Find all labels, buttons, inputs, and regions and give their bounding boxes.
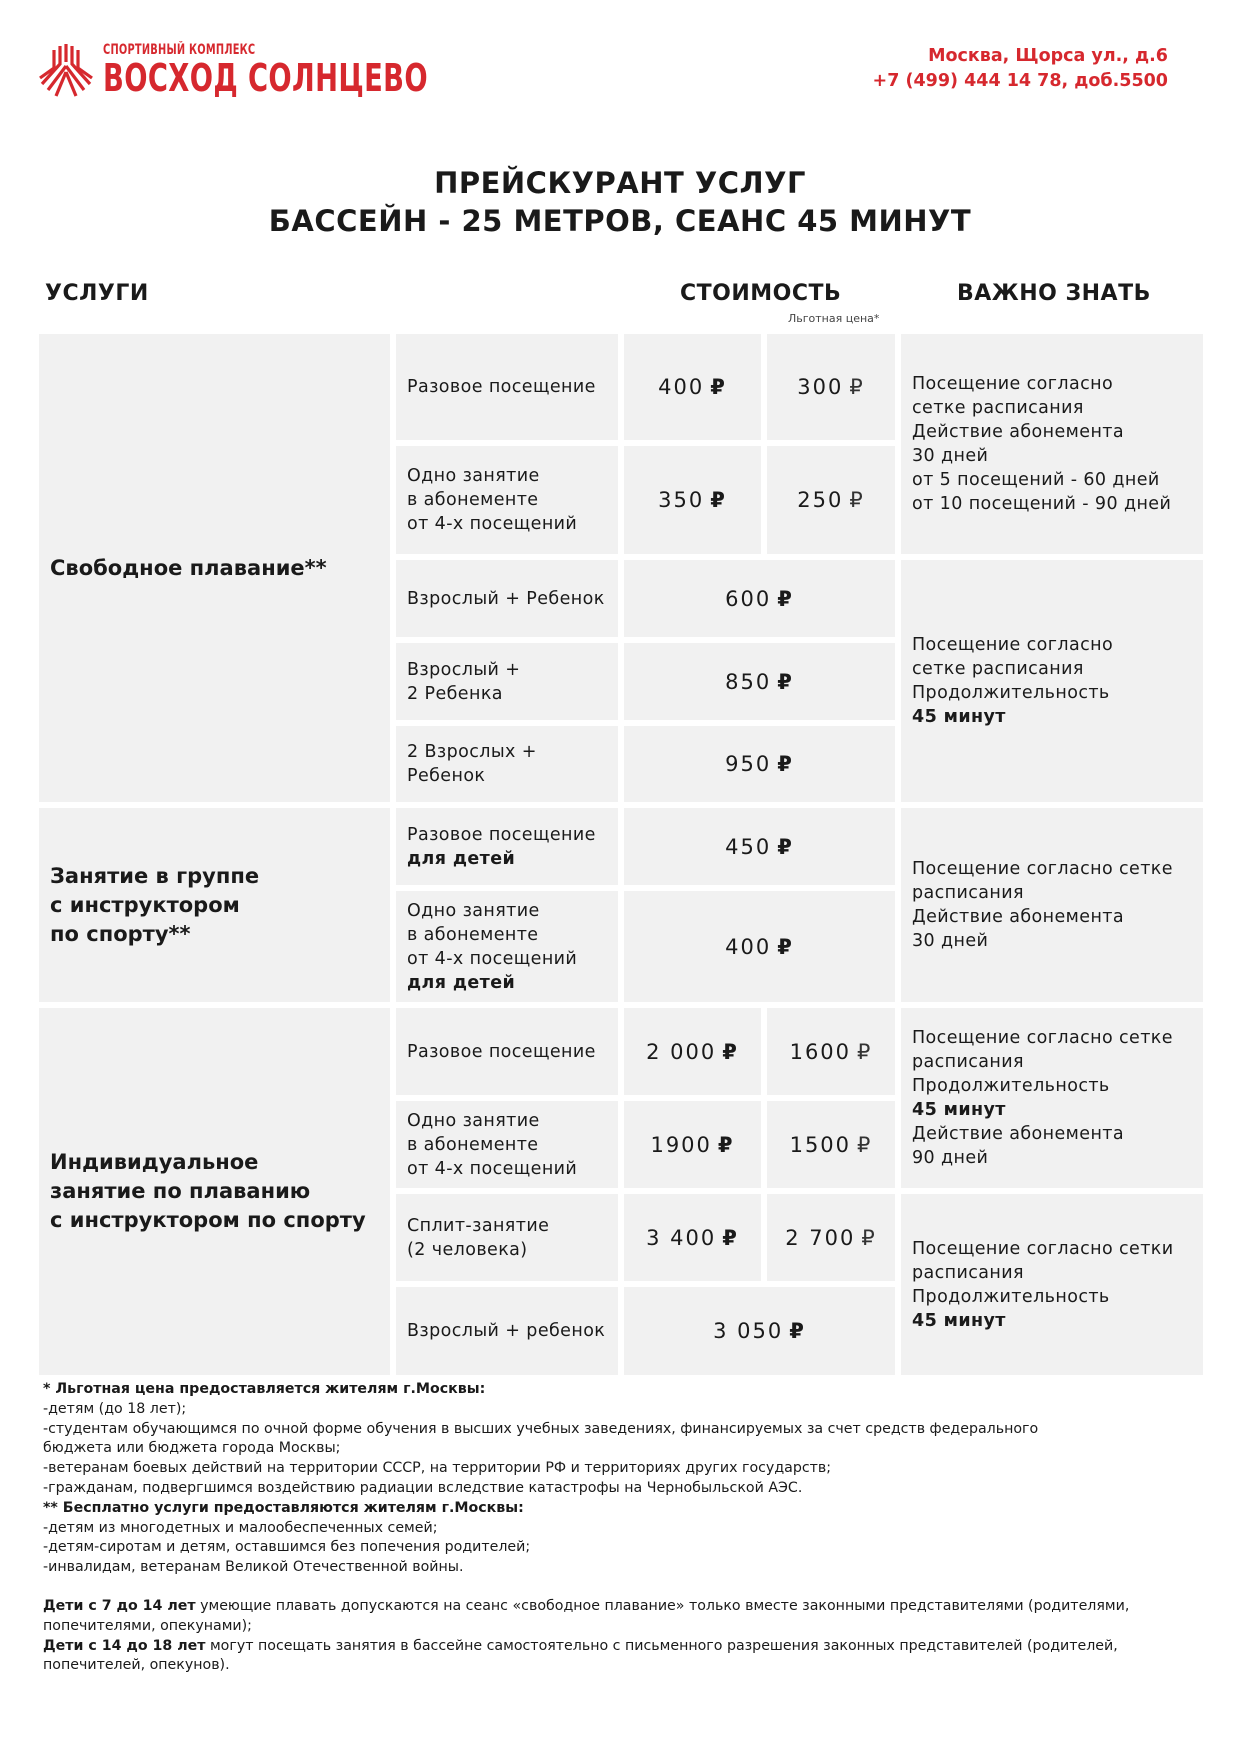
footnote-line: -ветеранам боевых действий на территории СССР, на территории РФ и территориях других государств;: [43, 1460, 832, 1477]
discount-price: 250 ₽: [797, 488, 865, 512]
option-cell: [396, 891, 618, 1002]
price: 3 050 ₽: [713, 1319, 806, 1343]
discount-footnote-title: * Льготная цена предоставляется жителям г.Москвы:: [43, 1381, 486, 1397]
option-cell: [396, 560, 618, 637]
option-cell: [396, 1287, 618, 1375]
service-name: Индивидуальное занятие по плаванию с инструктором по спорту: [50, 1150, 366, 1232]
note-cell: [901, 808, 1203, 1002]
option-cell: [396, 726, 618, 802]
free-footnote-title: ** Бесплатно услуги предоставляются жителям г.Москвы:: [43, 1499, 524, 1516]
price: 400 ₽: [725, 934, 794, 959]
note-text: Посещение согласно сетке расписания Продолжительность 45 минут: [912, 635, 1114, 727]
note-text: Посещение согласно сетке расписания Продолжительность 45 минут Действие абонемента 90 дней: [912, 1028, 1173, 1168]
footnotes: [43, 1380, 1208, 1676]
col-cost: СТОИМОСТЬ: [680, 281, 842, 306]
price: 950 ₽: [725, 752, 794, 776]
note-cell: [901, 334, 1203, 554]
footnote-line: попечителями, опекунами);: [43, 1617, 252, 1634]
price-cell: [624, 334, 761, 440]
kids-7-14-note: Дети с 7 до 14 лет умеющие плавать допускаются на сеанс «свободное плавание» только вместе законными представителями (родителями,: [43, 1597, 1130, 1614]
contacts: [873, 44, 1168, 94]
note-text: Посещение согласно сетке расписания Действие абонемента 30 дней от 5 посещений - 60 дней от 10 посещений - 90 дней: [912, 374, 1172, 514]
option-label: Одно занятие в абонементе от 4-х посещений: [407, 1110, 578, 1179]
discount-price-cell: [767, 446, 895, 554]
option-cell: [396, 643, 618, 720]
price-cell: [624, 1101, 761, 1188]
service-name: Свободное плавание**: [50, 555, 327, 580]
option-label: Разовое посещение: [407, 1041, 596, 1062]
price-cell: [624, 643, 895, 720]
price: 350 ₽: [658, 488, 727, 512]
service-group: [39, 808, 390, 1002]
service-individual: [39, 1008, 390, 1375]
footnote-line: -детям (до 18 лет);: [43, 1400, 187, 1417]
option-label: Взрослый + ребенок: [407, 1321, 606, 1341]
note-cell: [901, 1194, 1203, 1375]
option-label: Взрослый + 2 Ребенка: [407, 659, 521, 704]
price-cell: [624, 1008, 761, 1095]
option-label: Одно занятие в абонементе от 4-х посещений: [407, 466, 578, 534]
option-cell: [396, 1194, 618, 1281]
logo-subtitle: СПОРТИВНЫЙ КОМПЛЕКС: [103, 42, 256, 58]
option-cell: [396, 446, 618, 554]
service-free-swim: [39, 334, 390, 802]
address: Москва, Щорса ул., д.6: [928, 46, 1168, 66]
price: 400 ₽: [658, 375, 727, 399]
logo-title: ВОСХОД СОЛНЦЕВО: [103, 56, 428, 100]
price-cell: [624, 446, 761, 554]
option-label: Одно занятие в абонементе от 4-х посещений для детей: [407, 900, 578, 993]
note-cell: [901, 560, 1203, 802]
option-cell: [396, 808, 618, 885]
price: 850 ₽: [725, 669, 794, 694]
discount-price-cell: [767, 1194, 895, 1281]
option-label: Сплит-занятие (2 человека): [407, 1215, 550, 1260]
price-cell: [624, 891, 895, 1002]
phone: +7 (499) 444 14 78, доб.5500: [872, 71, 1168, 91]
option-cell: [396, 334, 618, 440]
footnote-line: бюджета или бюджета города Москвы;: [43, 1440, 341, 1457]
price-cell: [624, 726, 895, 802]
discount-price: 1600 ₽: [789, 1039, 873, 1064]
discount-price: 2 700 ₽: [785, 1225, 877, 1250]
page-title: ПРЕЙСКУРАНТ УСЛУГ: [434, 166, 806, 200]
col-important: ВАЖНО ЗНАТЬ: [957, 281, 1151, 306]
logo-icon: [38, 42, 94, 100]
discount-label: Льготная цена*: [788, 312, 880, 325]
footnote-line: -гражданам, подвергшимся воздействию радиации вследствие катастрофы на Чернобыльской АЭС.: [43, 1479, 803, 1496]
discount-price: 300 ₽: [797, 375, 865, 399]
option-label: 2 Взрослых + Ребенок: [407, 742, 537, 786]
option-label: Разовое посещение для детей: [407, 824, 596, 869]
discount-price-cell: [767, 334, 895, 440]
price-cell: [624, 1287, 895, 1375]
option-cell: [396, 1101, 618, 1188]
note-cell: [901, 1008, 1203, 1188]
discount-price-cell: [767, 1008, 895, 1095]
footnote-line: -детям из многодетных и малообеспеченных семей;: [43, 1519, 438, 1536]
option-label: Разовое посещение: [407, 377, 596, 397]
discount-price-cell: [767, 1101, 895, 1188]
kids-14-18-note: Дети с 14 до 18 лет могут посещать занятия в бассейне самостоятельно с письменного разрешения законных представителей (родителей,: [43, 1637, 1118, 1654]
price: 2 000 ₽: [646, 1039, 739, 1064]
footnote-line: -инвалидам, ветеранам Великой Отечественной войны.: [43, 1559, 464, 1576]
price-cell: [624, 808, 895, 885]
option-cell: [396, 1008, 618, 1095]
price: 3 400 ₽: [646, 1225, 739, 1250]
footnote-line: -студентам обучающимся по очной форме обучения в высших учебных заведениях, финансируемых за счет средств федерального: [43, 1420, 1039, 1437]
price: 600 ₽: [725, 586, 794, 611]
price: 1900 ₽: [650, 1132, 735, 1157]
service-name: Занятие в группе с инструктором по спорту**: [50, 863, 260, 946]
price-cell: [624, 1194, 761, 1281]
note-text: Посещение согласно сетке расписания Действие абонемента 30 дней: [912, 859, 1173, 951]
discount-price: 1500 ₽: [789, 1132, 873, 1157]
page-subtitle: БАССЕЙН - 25 МЕТРОВ, СЕАНС 45 МИНУТ: [268, 204, 972, 238]
price: 450 ₽: [725, 834, 794, 859]
col-services: УСЛУГИ: [45, 281, 149, 306]
footnote-line: -детям-сиротам и детям, оставшимся без попечения родителей;: [43, 1539, 531, 1556]
note-text: Посещение согласно сетки расписания Продолжительность 45 минут: [912, 1238, 1174, 1331]
footnote-line: попечителей, опекунов).: [43, 1657, 230, 1674]
option-label: Взрослый + Ребенок: [407, 588, 605, 609]
price-cell: [624, 560, 895, 637]
